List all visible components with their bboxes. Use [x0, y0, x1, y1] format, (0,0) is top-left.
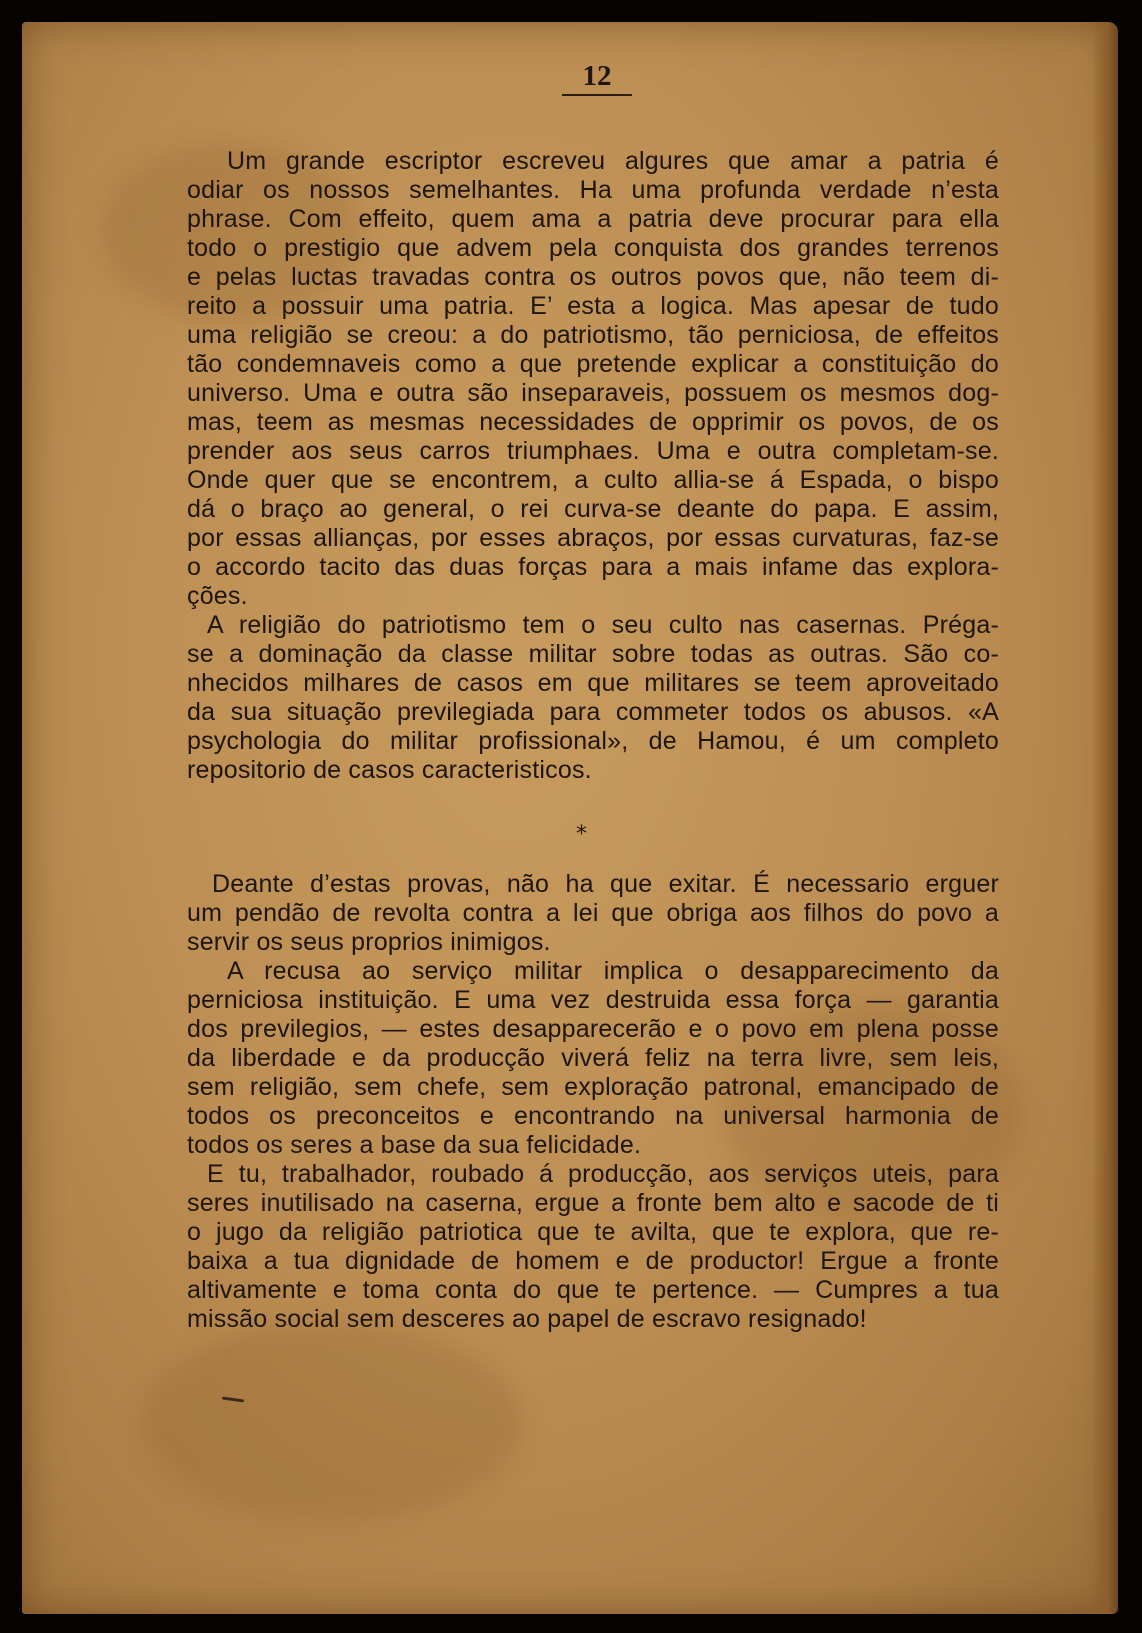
text-line: perniciosa instituição. E uma vez destruida essa força — garantia: [187, 986, 999, 1014]
text-line: phrase. Com effeito, quem ama a patria deve procurar para ella: [187, 205, 999, 233]
page-edge: [1092, 22, 1118, 1614]
text-line: servir os seus proprios inimigos.: [187, 928, 551, 956]
text-line: Onde quer que se encontrem, a culto allia-se á Espada, o bispo: [187, 466, 999, 494]
page-header: [552, 58, 642, 96]
text-line: uma religião se creou: a do patriotismo, tão perniciosa, de effeitos: [187, 321, 999, 349]
text-line: A recusa ao serviço militar implica o desapparecimento da: [227, 957, 999, 985]
text-line: prender aos seus carros triumphaes. Uma e outra completam-se.: [187, 437, 999, 465]
text-line: tão condemnaveis como a que pretende explicar a constituição do: [187, 350, 999, 378]
text-line: ções.: [187, 582, 248, 610]
text-line: todos os seres a base da sua felicidade.: [187, 1131, 642, 1159]
text-line: e pelas luctas travadas contra os outros povos que, não teem di-: [187, 263, 999, 291]
text-line: um pendão de revolta contra a lei que obriga aos filhos do povo a: [187, 899, 999, 927]
text-line: A religião do patriotismo tem o seu culto nas casernas. Préga-: [207, 611, 999, 639]
text-line: baixa a tua dignidade de homem e de productor! Ergue a fronte: [187, 1247, 999, 1275]
section-divider: *: [576, 822, 587, 847]
text-line: mas, teem as mesmas necessidades de opprimir os povos, de os: [187, 408, 999, 436]
text-line: universo. Uma e outra são inseparaveis, possuem os mesmos dog-: [187, 379, 999, 407]
text-line: dos previlegios, — estes desapparecerão e o povo em plena posse: [187, 1015, 999, 1043]
text-line: repositorio de casos caracteristicos.: [187, 756, 592, 784]
text-line: todo o prestigio que advem pela conquista dos grandes terrenos: [187, 234, 999, 262]
body-text-section-2: [187, 870, 999, 1334]
text-line: E tu, trabalhador, roubado á producção, aos serviços uteis, para: [207, 1160, 999, 1188]
text-line: nhecidos milhares de casos em que militares se teem aproveitado: [187, 669, 999, 697]
text-line: dá o braço ao general, o rei curva-se deante do papa. E assim,: [187, 495, 999, 523]
text-line: sem religião, sem chefe, sem exploração patronal, emancipado de: [187, 1073, 999, 1101]
text-line: o jugo da religião patriotica que te avilta, que te explora, que re-: [187, 1218, 999, 1246]
text-line: seres inutilisado na caserna, ergue a fronte bem alto e sacode de ti: [187, 1189, 999, 1217]
paper-stain: [142, 1322, 522, 1522]
text-line: da liberdade e da producção viverá feliz na terra livre, sem leis,: [187, 1044, 999, 1072]
text-line: Um grande escriptor escreveu algures que amar a patria é: [227, 147, 999, 175]
text-line: por essas allianças, por esses abraços, por essas curvaturas, faz-se: [187, 524, 999, 552]
text-line: odiar os nossos semelhantes. Ha uma profunda verdade n’esta: [187, 176, 999, 204]
text-line: o accordo tacito das duas forças para a mais infame das explora-: [187, 553, 999, 581]
text-line: todos os preconceitos e encontrando na universal harmonia de: [187, 1102, 999, 1130]
text-line: Deante d’estas provas, não ha que exitar. É necessario erguer: [212, 870, 999, 898]
text-line: se a dominação da classe militar sobre todas as outras. São co-: [187, 640, 999, 668]
text-line: missão social sem desceres ao papel de escravo resignado!: [187, 1305, 867, 1333]
page-number: 12: [582, 60, 612, 92]
text-line: altivamente e toma conta do que te pertence. — Cumpres a tua: [187, 1276, 999, 1304]
text-line: reito a possuir uma patria. E’ esta a logica. Mas apesar de tudo: [187, 292, 999, 320]
body-text-section-1: [187, 147, 999, 785]
text-line: psychologia do militar profissional», de Hamou, é um completo: [187, 727, 999, 755]
text-line: da sua situação previlegiada para commeter todos os abusos. «A: [187, 698, 999, 726]
page-number-rule: [562, 94, 632, 96]
